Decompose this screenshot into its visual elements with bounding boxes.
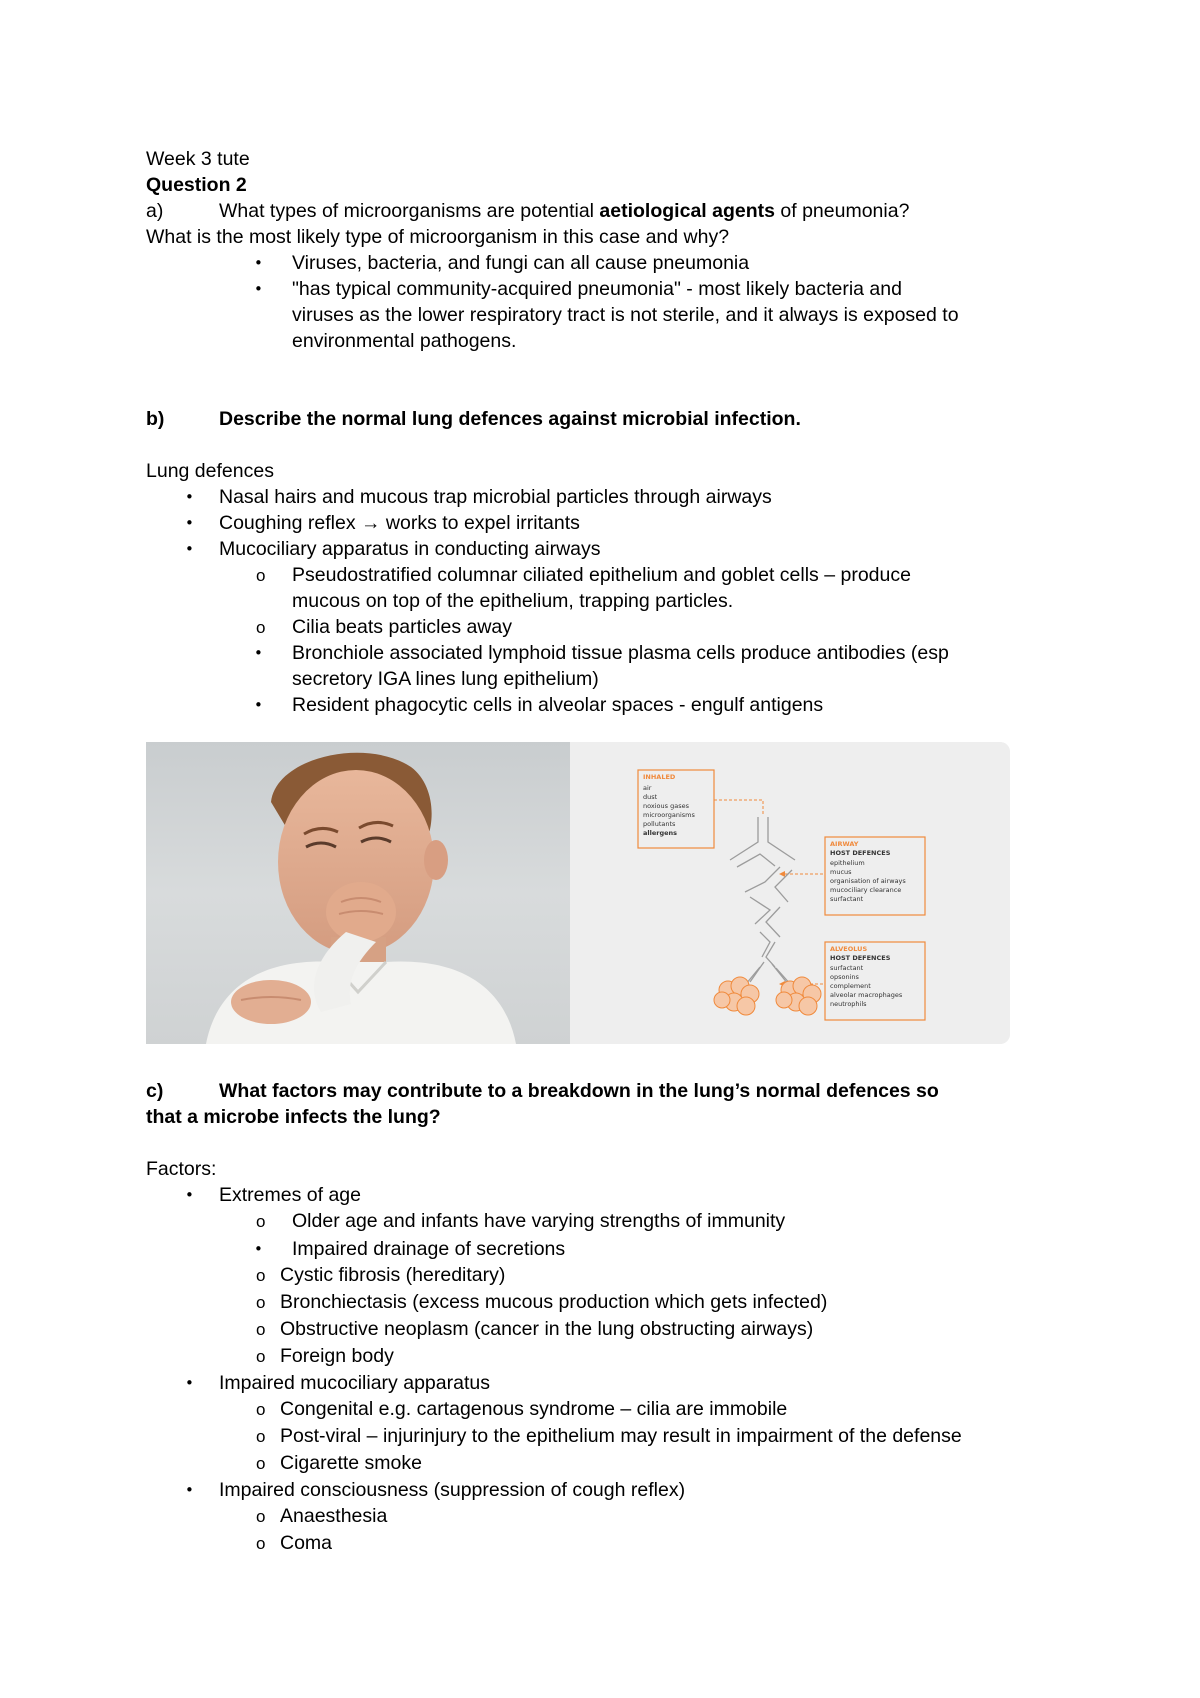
sub-list-item-continued: mucous on top of the epithelium, trapping particles.	[292, 590, 734, 612]
bullet-symbol: •	[254, 280, 263, 298]
sub-list-item: Cigarette smoke	[280, 1452, 422, 1474]
lung-defence-figure	[146, 742, 1010, 1044]
question-heading: Question 2	[146, 174, 247, 196]
sub-list-item: Cystic fibrosis (hereditary)	[280, 1264, 506, 1286]
sub-bullet-symbol: o	[256, 566, 266, 585]
alveolus-item: alveolar macrophages	[830, 991, 903, 999]
list-item: Mucociliary apparatus in conducting airways	[219, 538, 601, 560]
inhaled-item: dust	[643, 793, 658, 801]
part-c-question-2: that a microbe infects the lung?	[146, 1106, 441, 1128]
list-item: Extremes of age	[219, 1184, 361, 1206]
sub-bullet-symbol: o	[256, 1454, 266, 1473]
bullet-symbol: •	[185, 1374, 194, 1392]
part-b-question: Describe the normal lung defences against microbial infection.	[219, 408, 801, 430]
alveolus-item: complement	[830, 982, 871, 990]
inhaled-item: allergens	[643, 829, 678, 837]
coughing-child-photo	[146, 742, 570, 1044]
part-a-label: a)	[146, 200, 164, 222]
sub-bullet-symbol: o	[256, 1347, 266, 1366]
bullet-symbol: •	[185, 1481, 194, 1499]
sub-bullet-symbol: o	[256, 1266, 266, 1285]
airway-schematic	[570, 742, 1010, 1044]
list-item: Nasal hairs and mucous trap microbial particles through airways	[219, 486, 772, 508]
bullet-symbol: •	[254, 254, 263, 272]
list-item-continued: viruses as the lower respiratory tract is not sterile, and it always is exposed to	[292, 304, 959, 326]
list-item: Viruses, bacteria, and fungi can all cause pneumonia	[292, 252, 750, 274]
sub-bullet-symbol: o	[256, 618, 266, 637]
sub-list-item: Congenital e.g. cartagenous syndrome – cilia are immobile	[280, 1398, 788, 1420]
list-item-continued: environmental pathogens.	[292, 330, 517, 352]
list-item: "has typical community-acquired pneumonia" - most likely bacteria and	[292, 278, 902, 300]
bullet-symbol: •	[185, 514, 194, 532]
sub-list-item-continued: secretory IGA lines lung epithelium)	[292, 668, 599, 690]
part-a-q-post: of pneumonia?	[774, 200, 910, 222]
sub-list-item: Bronchiole associated lymphoid tissue plasma cells produce antibodies (esp	[292, 642, 949, 664]
airway-item: organisation of airways	[830, 877, 906, 885]
part-a-q-bold: aetiological agents	[599, 200, 775, 222]
sub-list-item: Coma	[280, 1532, 333, 1554]
airway-item: surfactant	[830, 895, 864, 903]
airway-subtitle: HOST DEFENCES	[830, 849, 891, 857]
alveolus-subtitle: HOST DEFENCES	[830, 954, 891, 962]
alveolus-item: opsonins	[830, 973, 859, 981]
sub-list-item: Pseudostratified columnar ciliated epithelium and goblet cells – produce	[292, 564, 911, 586]
sub-bullet-symbol: o	[256, 1212, 266, 1231]
sub-list-item: Foreign body	[280, 1345, 394, 1367]
inhaled-title: INHALED	[643, 773, 676, 781]
sub-bullet-symbol: o	[256, 1534, 266, 1553]
airway-item: epithelium	[830, 859, 865, 867]
week-title: Week 3 tute	[146, 148, 250, 170]
part-b-label: b)	[146, 408, 165, 430]
bullet-symbol: •	[254, 696, 263, 714]
airway-item: mucociliary clearance	[830, 886, 902, 894]
sub-bullet-symbol: o	[256, 1293, 266, 1312]
sub-list-item: Older age and infants have varying strengths of immunity	[292, 1210, 786, 1232]
coughing-child-illustration	[146, 742, 570, 1044]
part-a-q-pre: What types of microorganisms are potential	[219, 200, 600, 222]
sub-list-item: Resident phagocytic cells in alveolar spaces - engulf antigens	[292, 694, 824, 716]
factors-heading: Factors:	[146, 1158, 217, 1180]
alveolus-title: ALVEOLUS	[830, 945, 868, 953]
bullet-symbol: •	[254, 1240, 263, 1258]
bullet-symbol: •	[185, 488, 194, 506]
airway-item: mucus	[830, 868, 852, 876]
part-a-question	[219, 198, 909, 224]
bullet-symbol: •	[185, 1186, 194, 1204]
bullet-symbol: •	[185, 540, 194, 558]
alveolus-item: neutrophils	[830, 1000, 867, 1008]
sub-list-item: Anaesthesia	[280, 1505, 388, 1527]
sub-bullet-symbol: o	[256, 1320, 266, 1339]
sub-list-item: Impaired drainage of secretions	[292, 1238, 566, 1260]
sub-bullet-symbol: o	[256, 1507, 266, 1526]
inhaled-item: microorganisms	[643, 811, 695, 819]
sub-bullet-symbol: o	[256, 1400, 266, 1419]
sub-list-item: Post-viral – injurinjury to the epithelium may result in impairment of the defense	[280, 1425, 962, 1447]
airway-title: AIRWAY	[830, 840, 859, 848]
sub-list-item: Bronchiectasis (excess mucous production which gets infected)	[280, 1291, 828, 1313]
list-item: Impaired consciousness (suppression of cough reflex)	[219, 1479, 686, 1501]
alveolus-item: surfactant	[830, 964, 864, 972]
lung-defences-heading: Lung defences	[146, 460, 274, 482]
list-item: Impaired mucociliary apparatus	[219, 1372, 490, 1394]
inhaled-item: noxious gases	[643, 802, 689, 810]
part-c-question: What factors may contribute to a breakdown in the lung’s normal defences so	[219, 1080, 939, 1102]
inhaled-item: pollutants	[643, 820, 676, 828]
inhaled-item: air	[643, 784, 652, 792]
sub-bullet-symbol: o	[256, 1427, 266, 1446]
lung-diagram	[570, 742, 1010, 1044]
part-a-question-2: What is the most likely type of microorganism in this case and why?	[146, 226, 730, 248]
sub-list-item: Cilia beats particles away	[292, 616, 513, 638]
list-item: Coughing reflex → works to expel irritants	[219, 512, 580, 534]
bullet-symbol: •	[254, 644, 263, 662]
part-c-label: c)	[146, 1080, 164, 1102]
sub-list-item: Obstructive neoplasm (cancer in the lung obstructing airways)	[280, 1318, 814, 1340]
